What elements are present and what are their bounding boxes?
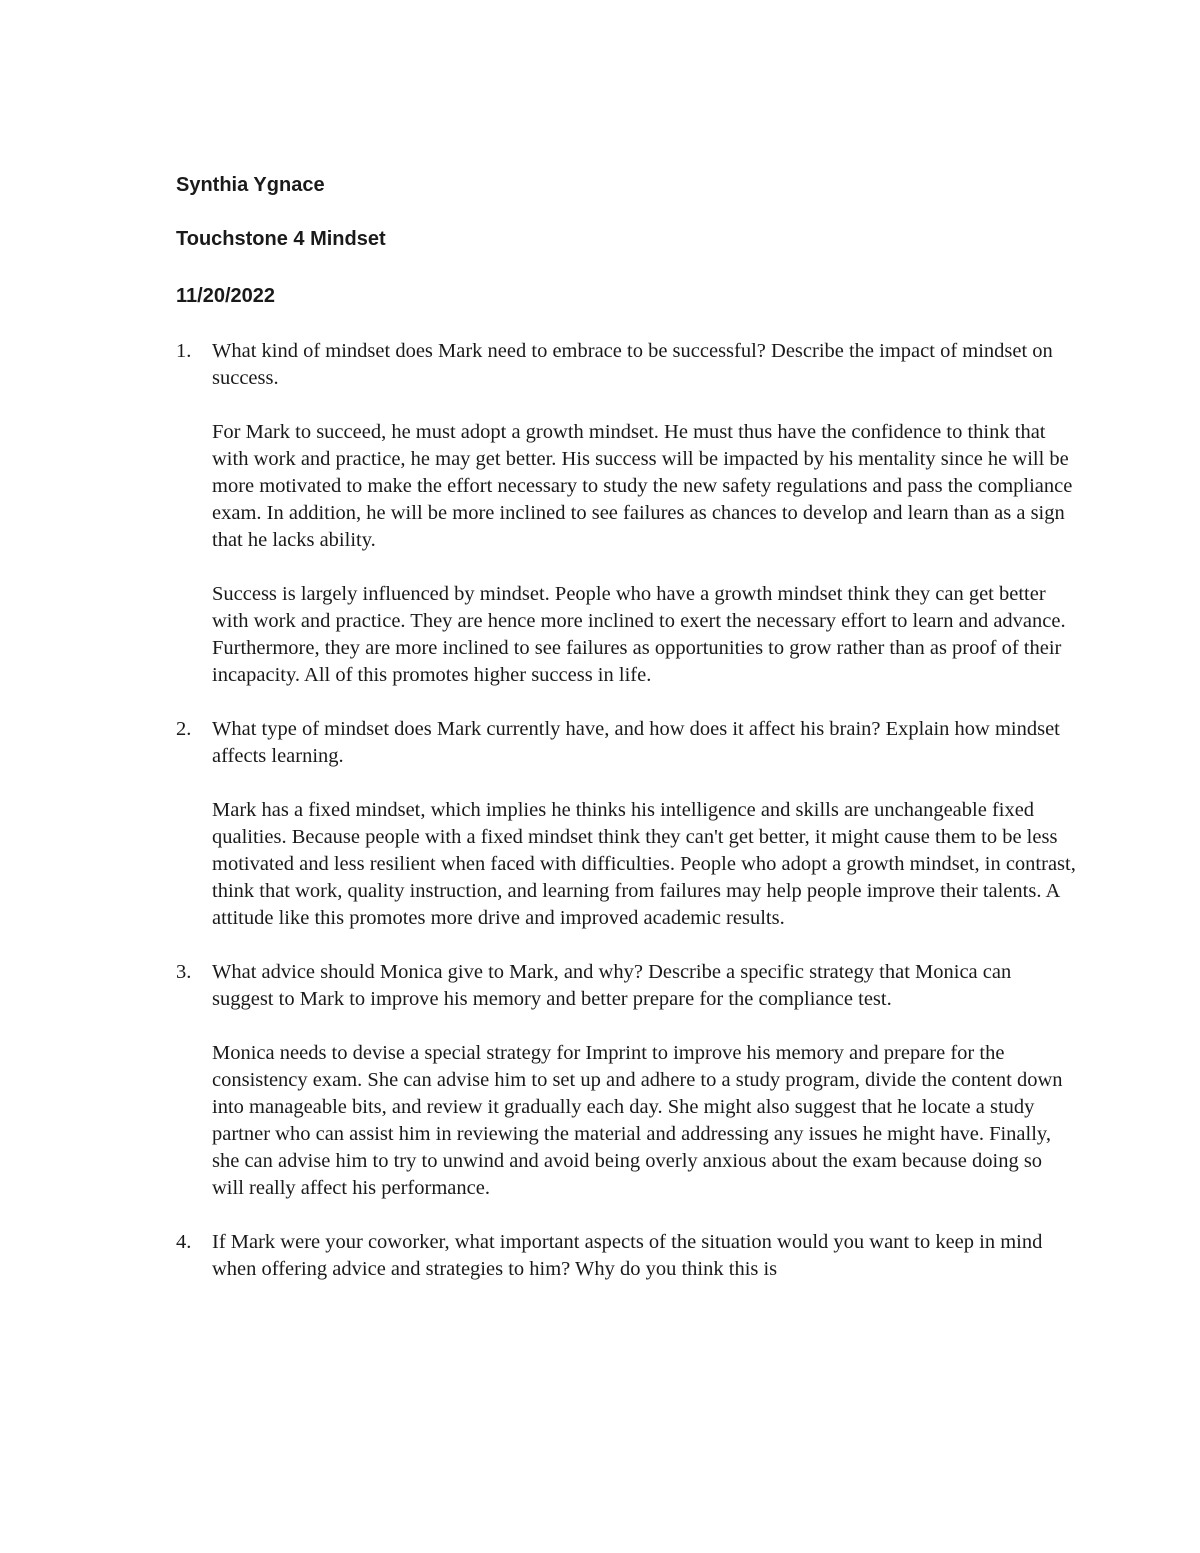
question-number: 3.: [176, 961, 192, 983]
student-name: Synthia Ygnace: [176, 174, 325, 196]
question-number: 2.: [176, 718, 192, 740]
answer-paragraph: For Mark to succeed, he must adopt a growth mindset. He must thus have the confidence to think that with work and practice, he may get better. His success will be impacted by his mentality since he will be more motivated to make the effort necessary to study the new safety regulations and pass the compliance exam. In addition, he will be more inclined to see failures as chances to develop and learn than as a sign that he lacks ability.: [212, 421, 1073, 551]
question-text: What type of mindset does Mark currently have, and how does it affect his brain? Explain how mindset affects learning.: [212, 718, 1060, 767]
question-text: If Mark were your coworker, what important aspects of the situation would you want to keep in mind when offering advice and strategies to him? Why do you think this is: [212, 1231, 1043, 1280]
answer-paragraph: Success is largely influenced by mindset. People who have a growth mindset think they can get better with work and practice. They are hence more inclined to exert the necessary effort to learn and advance. Furthermore, they are more inclined to see failures as opportunities to grow rather than as proof of their incapacity. All of this promotes higher success in life.: [212, 583, 1066, 686]
question-item: [176, 338, 1076, 689]
answer-paragraph: Mark has a fixed mindset, which implies he thinks his intelligence and skills are unchangeable fixed qualities. Because people with a fixed mindset think they can't get better, it might cause them to be less motivated and less resilient when faced with difficulties. People who adopt a growth mindset, in contrast, think that work, quality instruction, and learning from failures may help people improve their talents. A attitude like this promotes more drive and improved academic results.: [212, 799, 1076, 929]
assignment-title: Touchstone 4 Mindset: [176, 228, 386, 250]
question-number: 4.: [176, 1231, 192, 1253]
assignment-date: 11/20/2022: [176, 285, 275, 307]
question-item: [176, 716, 1076, 932]
question-list: [176, 338, 1076, 1310]
question-text: What advice should Monica give to Mark, and why? Describe a specific strategy that Monica can suggest to Mark to improve his memory and better prepare for the compliance test.: [212, 961, 1012, 1010]
answer-paragraph: Monica needs to devise a special strategy for Imprint to improve his memory and prepare for the consistency exam. She can advise him to set up and adhere to a study program, divide the content down into manageable bits, and review it gradually each day. She might also suggest that he locate a study partner who can assist him in reviewing the material and addressing any issues he might have. Finally, she can advise him to try to unwind and avoid being overly anxious about the exam because doing so will really affect his performance.: [212, 1042, 1063, 1199]
question-number: 1.: [176, 340, 192, 362]
question-item: [176, 959, 1076, 1202]
question-item: [176, 1229, 1076, 1283]
question-text: What kind of mindset does Mark need to embrace to be successful? Describe the impact of mindset on success.: [212, 340, 1053, 389]
